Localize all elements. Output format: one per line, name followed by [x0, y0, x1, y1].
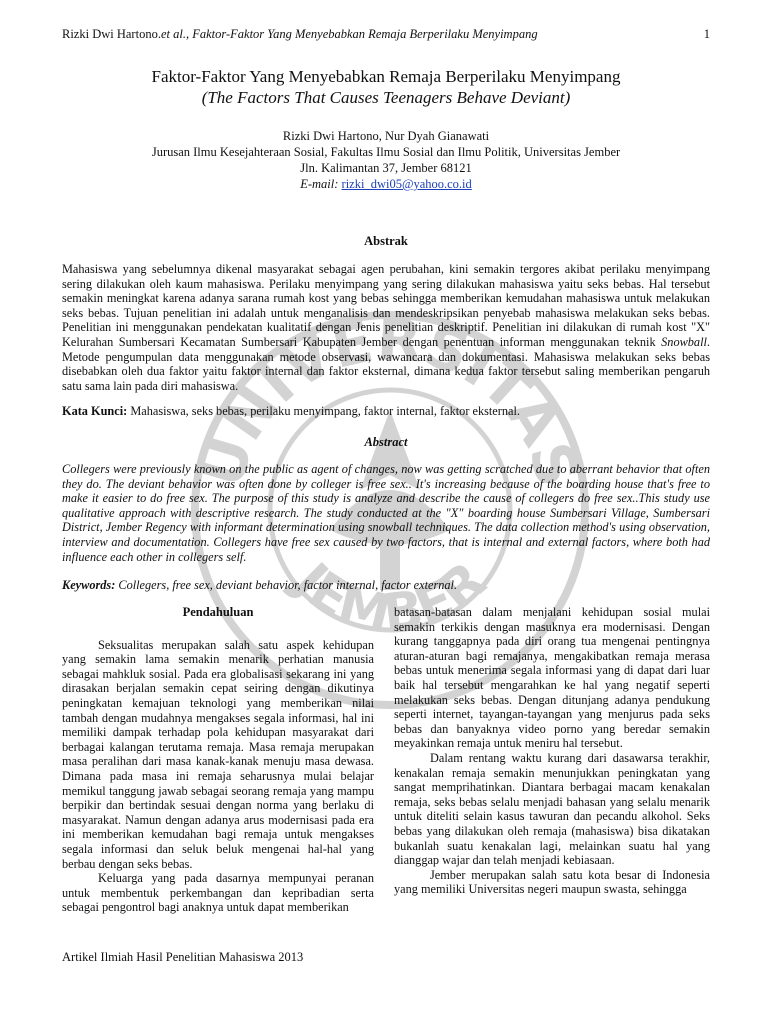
- abstrak-heading: Abstrak: [364, 234, 408, 248]
- author-address: Jln. Kalimantan 37, Jember 68121: [300, 161, 472, 175]
- section-heading-pendahuluan: Pendahuluan: [182, 605, 254, 619]
- kata-kunci-label: Kata Kunci:: [62, 404, 128, 418]
- email-link[interactable]: rizki_dwi05@yahoo.co.id: [341, 177, 472, 191]
- svg-text:JEMBER: JEMBER: [282, 550, 498, 646]
- running-head-title: et al., Faktor-Faktor Yang Menyebabkan Remaja Berperilaku Menyimpang: [160, 27, 538, 41]
- email-label: E-mail:: [300, 177, 342, 191]
- abstrak-body: Mahasiswa yang sebelumnya dikenal masyarakat sebagai agen perubahan, kini semakin tergores akibat perilaku menyimpang sering dilakukan oleh kaum mahasiswa. Perilaku menyimpang yang sering dilakukan mahasiswa yaitu seks bebas. Hal tersebut semakin meningkat karena adanya sarana rumah kost yang bebas sehingga memberikan kemudahan mahasiswa untuk melakukan seks bebas. Tujuan penelitian ini adalah untuk menganalisis dan mendeskripsikan penyebab mahasiswa melakukan seks bebas. Penelitian ini menggunakan pendekatan kualitatif dengan Jenis penelitian deskriptif. Penelitian ini dilakukan di rumah kost "X" Kelurahan Sumbersari Kecamatan Sumbersari Kabupaten Jember dengan penentuan informan menggunakan teknik Snowball. Metode pengumpulan data menggunakan metode observasi, wawancara dan dokumentasi. Mahasiswa melakukan seks bebas disebabkan oleh dua faktor yaitu faktor internal dan faktor eksternal, dimana kedua faktor tersebut saling memberikan pengaruh satu sama lain pada diri mahasiswa.: [62, 262, 710, 393]
- title-block: [62, 66, 710, 108]
- body-right-column: [394, 605, 710, 897]
- body-left-column: [62, 605, 374, 915]
- kata-kunci-values: Mahasiswa, seks bebas, perilaku menyimpang, faktor internal, faktor eksternal.: [127, 404, 520, 418]
- running-head-author: Rizki Dwi Hartono.: [62, 27, 161, 41]
- paper-title-english: (The Factors That Causes Teenagers Behave Deviant): [201, 88, 571, 107]
- seal-text: UNIVERSITAS: [187, 305, 593, 494]
- paragraph: Keluarga yang pada dasarnya mempunyai peranan untuk membentuk perkembangan dan kepribadian serta sebagai pengontrol bagi anaknya untuk dapat memberikan: [62, 871, 374, 915]
- paragraph: Seksualitas merupakan salah satu aspek kehidupan yang semakin lama semakin menarik perhatian manusia sebagai mahkluk sosial. Pada era globalisasi sekarang ini yang dirasakan berjalan semakin cepat seiring dengan dikutinya peningkatan kemajuan teknologi yang memberikan nilai tambah dengan mudahnya mengakses segala informasi, hal ini memiliki dampak terhadap pola kehidupan masyarakat dari berbagai kalangan terutama remaja. Masa remaja merupakan masa peralihan dari masa kanak-kanak menuju masa dewasa. Dimana pada masa ini remaja seharusnya mulai belajar memikul tanggung jawab sebagai seorang remaja yang mampu berpikir dan bertindak sesuai dengan norma yang berlaku di masyarakat. Namun dengan adanya arus modernisasi pada era ini memberikan kemudahan bagi remaja untuk mengakses segala informasi dan seluk beluk mengenai hal-hal yang berbau dengan seks bebas.: [62, 637, 374, 871]
- page-footer: Artikel Ilmiah Hasil Penelitian Mahasiswa 2013: [62, 950, 304, 964]
- author-block: [62, 128, 710, 192]
- abstract-heading: Abstract: [364, 435, 408, 449]
- keywords-values: Collegers, free sex, deviant behavior, factor internal, factor external.: [115, 578, 458, 592]
- paragraph: batasan-batasan dalam menjalani kehidupan sosial mulai semakin terkikis dengan masuknya era modernisasi. Dengan kurang tanggapnya pada diri orang tua mengenai pentingnya aturan-aturan bagi remajanya, mengakibatkan remaja merasa bebas untuk menerima segala informasi yang di dapat dari luar baik hal tersebut mengarahkan ke hal yang negatif seperti melakukan seks bebas. Dengan ditunjang adanya pendukung seperti internet, tayangan-tayangan yang menjurus pada seks bebas dan banyaknya video porno yang beredar semakin meyakinkan remaja untuk meniru hal tersebut.: [394, 605, 710, 751]
- abstract-body: Collegers were previously known on the public as agent of changes, now was getting scratched due to aberrant behavior that often they do. The deviant behavior was often done by colleger is free sex.. It's increasing because of the boarding house that's free to make it easier to do free sex. The purpose of this study is analyze and describe the cause of collegers do free sex..This study use qualitative approach with descriptive research. The study conducted at the "X" boarding house Sumbersari Village, Sumbersari District, Jember Regency with informant determination using snowball techniques. The data collection method's using observation, interview and documentation. Collegers have free sex caused by two factors, that is internal and external factors, where both had influence each other in collegers self.: [62, 462, 710, 564]
- running-head: [62, 27, 710, 42]
- page-number: 1: [703, 27, 710, 41]
- keywords-label: Keywords:: [62, 578, 116, 592]
- author-names: Rizki Dwi Hartono, Nur Dyah Gianawati: [282, 129, 490, 143]
- author-email-line: [62, 176, 710, 192]
- keywords: [62, 578, 710, 593]
- kata-kunci: [62, 404, 710, 419]
- author-affiliation: Jurusan Ilmu Kesejahteraan Sosial, Fakultas Ilmu Sosial dan Ilmu Politik, Universitas Jember: [151, 145, 621, 159]
- paragraph: Jember merupakan salah satu kota besar di Indonesia yang memiliki Universitas negeri maupun swasta, sehingga: [394, 867, 710, 897]
- paragraph: Dalam rentang waktu kurang dari dasawarsa terakhir, kenakalan remaja semakin menunjukkan peningkatan yang sangat memprihatinkan. Diantara berbagai macam kenakalan remaja, seks bebas selalu menjadi bahasan yang selalu menarik untuk diteliti selain kasus tawuran dan pecandu alkohol. Seks bebas yang dilakukan oleh remaja (mahasiswa) bisa dikatakan bukanlah suatu kenakalan lagi, melainkan suatu hal yang dianggap wajar dan telah menjadi kebiasaan.: [394, 750, 710, 868]
- paper-title: Faktor-Faktor Yang Menyebabkan Remaja Berperilaku Menyimpang: [151, 67, 621, 86]
